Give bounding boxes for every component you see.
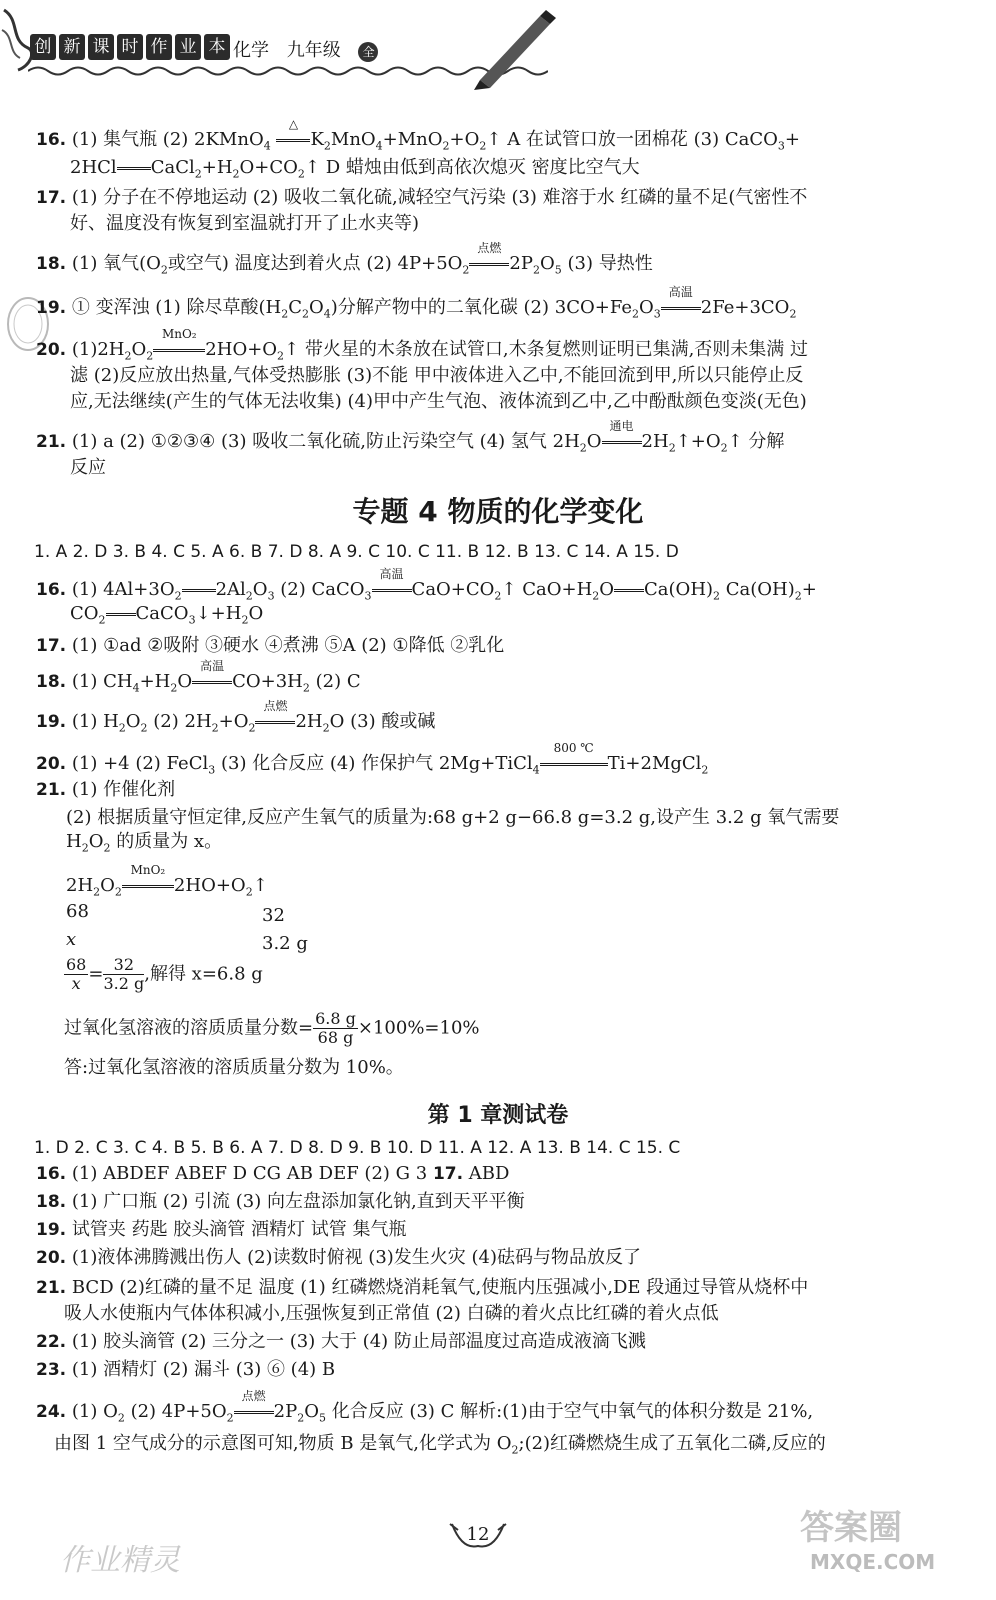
answer-20-cont [70, 364, 803, 388]
answer-text: CaO+CO [411, 579, 495, 600]
answer-text: ,解得 x=6.8 g [144, 963, 263, 985]
answer-text: 2P [509, 253, 533, 274]
answer-text: CO [70, 603, 99, 624]
answer-text: (1) a (2) ①②③④ (3) 吸收二氧化硫,防止污染空气 (4) 氢气 2H [71, 431, 580, 452]
c1-answer-21-cont: 吸人水使瓶内气体体积减小,压强恢复到正常值 (2) 白磷的着火点比红磷的着火点低 [64, 1303, 719, 1324]
condition-label: 通电 [609, 419, 634, 433]
grade-label: 九年级 [286, 40, 341, 61]
answer-text: O [304, 1401, 319, 1422]
reaction-arrow [602, 419, 642, 454]
answer-text: CaCO [135, 603, 189, 624]
mass-x: x [66, 929, 77, 950]
answer-text: O [586, 431, 602, 452]
answer-text: (1) ①ad ②吸附 ③硬水 ④煮沸 ⑤A (2) ①降低 ②乳化 [71, 635, 505, 656]
s4-answer-17 [36, 634, 504, 658]
answer-text: O [177, 671, 193, 692]
mass-32: 32 [262, 905, 285, 926]
s4-answer-19: 19. (1) $H_2O_2$ (2) $2H_2+O_2$ 点燃 $2H_2O$ (3) 酸或碱 [36, 710, 435, 741]
answer-text: ↑ 带火星的木条放在试管口,木条复燃则证明已集满,否则未集满 过 [284, 339, 809, 360]
answer-text: +MnO [382, 129, 443, 150]
question-number: 20. [36, 340, 67, 360]
subject-grade [233, 36, 390, 62]
answer-text: 2P [273, 1401, 298, 1422]
c1-answer-20 [36, 1246, 641, 1270]
condition-label: MnO₂ [130, 863, 166, 877]
mass-68: 68 [66, 901, 89, 922]
answer-20: 20. $(1)2H_2O_2$ MnO₂ $2HO+O_2↑$ 带火星的木条放在试管口,木条复燃则证明已集满,否则未集满 过 [36, 338, 808, 369]
answer-text: (1) 广口瓶 (2) 引流 (3) 向左盘添加氯化钠,直到天平平衡 [71, 1191, 525, 1212]
s4-answer-18: 18. (1) $CH_4+H_2O$ 高温 $CO+3H_2$ (2) C [36, 670, 361, 701]
condition-label: 点燃 [241, 1389, 266, 1403]
denominator: x [71, 974, 81, 993]
question-number: 23. [36, 1360, 67, 1380]
answer-text: 2H [205, 339, 233, 360]
answer-text: ① 变浑浊 (1) 除尽草酸(H [71, 297, 282, 318]
chapter-title: 第 1 章测试卷 [427, 1103, 569, 1128]
fraction [64, 956, 88, 993]
answer-text: (2) C [309, 671, 361, 692]
series-char: 作 [146, 34, 172, 60]
answer-text: ↑ A 在试管口放一团棉花 (3) CaCO [486, 129, 778, 150]
question-number: 18. [36, 1192, 67, 1212]
page-number-text: 12 [466, 1524, 490, 1545]
page-header [0, 0, 996, 90]
answer-text: (1) 分子在不停地运动 (2) 吸收二氧化硫,减轻空气污染 (3) 难溶于水 红磷的量不足(气密性不 [71, 187, 808, 208]
question-number: 21. [36, 432, 67, 452]
s4-answer-20: 20. (1) +4 (2) FeCl$_3$ (3) 化合反应 (4) 作保护气 2Mg+TiCl$_4$ 800 ℃ Ti+2MgCl$_2$ [36, 752, 708, 783]
answer-text: 化合反应 (3) C 解析:(1)由于空气中氧气的体积分数是 21%, [325, 1401, 814, 1422]
series-char: 本 [204, 34, 230, 60]
answer-text: +O [218, 711, 249, 732]
answer-text: Ti+2MgCl [607, 753, 702, 774]
answer-text: 2Al [215, 579, 246, 600]
c1-answer-24-cont: 由图 1 空气成分的示意图可知,物质 B 是氧气,化学式为 $O_2;(2)$红磷燃烧生成了五氧化二磷,反应的 [54, 1433, 826, 1457]
question-number: 17. [36, 636, 67, 656]
denominator: 3.2 g [103, 974, 145, 993]
answer-text: O [131, 339, 147, 360]
answer-text: 或空气) 温度达到着火点 (2) 4P+5O [167, 253, 463, 274]
answer-text: (3) 化合反应 (4) 作保护气 2Mg+TiCl [215, 753, 533, 774]
c1-answer-19 [36, 1218, 406, 1242]
reaction-equals [182, 578, 216, 602]
s4-answer-21 [36, 778, 175, 802]
reaction-equals [614, 578, 644, 602]
answer-text: (1) 作催化剂 [71, 779, 176, 800]
answer-text: 反应 [70, 457, 106, 478]
denominator: 68 g [317, 1028, 354, 1047]
series-char: 业 [175, 34, 201, 60]
answer-text: 2HCl [70, 157, 117, 178]
reaction-arrow [192, 659, 232, 694]
answer-text: Ca(OH) [720, 579, 795, 600]
answer-text: 2H [641, 431, 669, 452]
answer-text: 好、温度没有恢复到室温就打开了止水夹等) [70, 213, 420, 234]
c1-answer-18 [36, 1190, 525, 1214]
question-number: 16. [36, 130, 67, 150]
answer-21-cont [70, 456, 106, 480]
c1-answer-23 [36, 1358, 335, 1382]
c1-answer-22 [36, 1330, 646, 1354]
answer-text: 由图 1 空气成分的示意图可知,物质 B 是氧气,化学式为 O [54, 1433, 512, 1454]
answer-text: ↑ CaO+H [501, 579, 593, 600]
answer-text: ↓+H [195, 603, 242, 624]
answer-text: (2) 2H [147, 711, 212, 732]
subject-label: 化学 [233, 40, 269, 61]
question-number: 21. [36, 1278, 67, 1298]
question-number: 19. [36, 298, 67, 318]
answer-text: CO+3H [232, 671, 303, 692]
numerator: 6.8 g [315, 1009, 356, 1028]
answer-text: 试管夹 药匙 胶头滴管 酒精灯 试管 集气瓶 [71, 1219, 407, 1240]
condition-label: 高温 [379, 567, 404, 581]
answer-text: O [88, 831, 104, 852]
answer-18: 18. (1) 氧气($O_2$或空气) 温度达到着火点 (2) $4P+5O_2$ 点燃 $2P_2O_5$ (3) 导热性 [36, 252, 653, 283]
question-number: 19. [36, 1220, 67, 1240]
condition-label: 点燃 [477, 241, 502, 255]
question-number: 20. [36, 1248, 67, 1268]
answer-text: O [309, 297, 324, 318]
question-number: 17. [36, 188, 67, 208]
answer-text: (1)2H [71, 339, 125, 360]
c1-answer-21 [36, 1276, 808, 1300]
percent-calculation [64, 1010, 480, 1047]
answer-text: O+CO [239, 157, 298, 178]
question-number: 17. [432, 1164, 464, 1184]
answer-text: 2Fe+3CO [700, 297, 790, 318]
condition-label: 高温 [668, 285, 693, 299]
answer-text: (2) 4P+5O [124, 1401, 227, 1422]
reaction-arrow [469, 241, 509, 276]
answer-text: +H [139, 671, 171, 692]
section-title: 专题 4 物质的化学变化 [352, 495, 644, 528]
answer-text: ABD [468, 1163, 510, 1184]
s4-answer-21-b: (2) 根据质量守恒定律,反应产生氧气的质量为:68 g+2 g−66.8 g=3.2 g,设产生 3.2 g 氧气需要 [66, 807, 840, 828]
mass-3-2g: 3.2 g [262, 933, 308, 954]
condition-label: △ [288, 117, 299, 131]
question-number: 18. [36, 254, 67, 274]
answer-16: 16. (1) 集气瓶 (2) 2KMnO$_4$ △ $K_2MnO_4+MnO_2+O_2↑$ A 在试管口放一团棉花 (3) CaCO$_3$+ [36, 128, 800, 159]
reaction-arrow [234, 1389, 274, 1424]
answer-text: +O [449, 129, 480, 150]
series-char: 时 [117, 34, 143, 60]
answer-text: ×100%=10% [357, 1017, 480, 1039]
question-number: 16. [36, 1164, 67, 1184]
answer-text: H [66, 831, 82, 852]
answer-text: (1)液体沸腾溅出伤人 (2)读数时俯视 (3)发生火灾 (4)砝码与物品放反了 [71, 1247, 642, 1268]
reaction-arrow [122, 863, 174, 898]
chapter1-mc-answers: 1. D 2. C 3. C 4. B 5. B 6. A 7. D 8. D 9. B 10. D 11. A 12. A 13. B 14. C 15. C [34, 1138, 681, 1158]
answer-text: (1) CH [71, 671, 133, 692]
fraction [103, 956, 144, 993]
page-number [448, 1520, 508, 1550]
answer-text: ;(2)红磷燃烧生成了五氧化二磷,反应的 [518, 1433, 826, 1454]
condition-label: 点燃 [263, 699, 288, 713]
answer-17-cont [70, 212, 419, 236]
answer-text: (1) H [71, 711, 119, 732]
final-answer: 答:过氧化氢溶液的溶质质量分数为 10%。 [64, 1057, 404, 1078]
decomposition-equation: $2H_2O_2$ MnO₂ $2HO+O_2↑$ [66, 874, 268, 905]
answer-text: 滤 (2)反应放出热量,气体受热膨胀 (3)不能 甲中液体进入乙中,不能回流到甲,所以只能停止反 [70, 365, 804, 386]
numerator: 68 [66, 955, 87, 974]
answer-20-cont2 [70, 390, 807, 414]
question-number: 19. [36, 712, 67, 732]
question-number: 24. [36, 1402, 67, 1422]
question-number: 18. [36, 672, 67, 692]
question-number: 16. [36, 580, 67, 600]
question-number: 21. [36, 780, 67, 800]
fraction [313, 1010, 358, 1047]
answer-text: C [288, 297, 303, 318]
answer-text: O [125, 711, 141, 732]
answer-text: O (3) 酸或碱 [329, 711, 436, 732]
numerator: 32 [103, 956, 144, 975]
answer-text: 应,无法继续(产生的气体无法收集) (4)甲中产生气泡、液体流到乙中,乙中酚酞颜色变淡(无色) [70, 391, 807, 412]
condition-label: MnO₂ [161, 327, 197, 341]
section4-mc-answers: 1. A 2. D 3. B 4. C 5. A 6. B 7. D 8. A 9. C 10. C 11. B 12. B 13. C 14. A 15. D [34, 542, 679, 562]
answer-text: (1) ABDEF ABEF D CG AB DEF (2) G 3 [71, 1163, 428, 1184]
answer-text: 2H [66, 875, 94, 896]
answer-text: (1) 胶头滴管 (2) 三分之一 (3) 大于 (4) 防止局部温度过高造成液滴飞溅 [71, 1331, 646, 1352]
s4-answer-16-cont: $CO_2$ $CaCO_3↓+H_2O$ [70, 603, 264, 627]
answer-text: ↑+O [675, 431, 721, 452]
c1-answer-24: 24. (1) $O_2$ (2) $4P+5O_2$ 点燃 $2P_2O_5$ 化合反应 (3) C 解析:(1)由于空气中氧气的体积分数是 21%, [36, 1400, 813, 1431]
series-char: 新 [59, 34, 85, 60]
answer-text: O+O [201, 875, 246, 896]
answer-text: ↑ D 蜡烛由低到高依次熄灭 密度比空气大 [304, 157, 640, 178]
answer-text: Ca(OH) [644, 579, 714, 600]
answer-text: (1) 集气瓶 (2) 2KMnO [71, 129, 264, 150]
answer-text: (1) 4Al+3O [71, 579, 175, 600]
answer-21: 21. (1) a (2) ①②③④ (3) 吸收二氧化硫,防止污染空气 (4) 氢气 $2H_2O$ 通电 $2H_2↑+O_2↑$ 分解 [36, 430, 784, 461]
watermark-right [800, 1500, 970, 1580]
watermark-url: MXQE.COM [810, 1550, 936, 1574]
answer-text: +H [201, 157, 233, 178]
s4-answer-21-c: $H_2O_2$ 的质量为 x。 [66, 831, 223, 855]
s4-answer-16: 16. (1) $4Al+3O_2$ $2Al_2O_3$ (2) CaCO$_3$ 高温 $CaO+CO_2↑$ $CaO+H_2O$ $Ca(OH)_2$ $Ca(OH)_2+$ [36, 578, 817, 609]
reaction-equals [117, 156, 151, 180]
answer-text: (1) +4 (2) FeCl [71, 753, 209, 774]
series-char: 课 [88, 34, 114, 60]
question-number: 22. [36, 1332, 67, 1352]
answer-text: (1) 酒精灯 (2) 漏斗 (3) ⑥ (4) B [71, 1359, 336, 1380]
answer-text: 的质量为 x。 [110, 831, 223, 852]
answer-text: (2) CaCO [274, 579, 365, 600]
reaction-equals [106, 602, 136, 626]
answer-text: )分解产物中的二氧化碳 (2) 3CO+Fe [330, 297, 632, 318]
answer-text: O [100, 875, 115, 896]
answer-text: ↑ 分解 [727, 431, 785, 452]
answer-text: 2H [173, 875, 202, 896]
answer-text: (3) 导热性 [561, 253, 653, 274]
reaction-arrow [661, 285, 701, 320]
pen-icon [470, 2, 560, 92]
answer-text: MnO [330, 129, 376, 150]
reaction-arrow [276, 117, 310, 152]
grade-mark: 全 [358, 42, 378, 62]
proportion: $\frac{68}{x}$ = $\frac{32}{3.2 g}$ ,解得 x=6.8 g [66, 955, 263, 993]
answer-text: 2H [295, 711, 323, 732]
answer-text: O [252, 579, 268, 600]
series-title [30, 34, 230, 60]
reaction-arrow [153, 327, 205, 362]
answer-text: (1) 氧气(O [71, 253, 161, 274]
answer-text: ↑ [252, 875, 268, 896]
reaction-arrow [540, 741, 608, 776]
answer-16-cont: 2HCl $CaCl_2+H_2O+CO_2↑$ D 蜡烛由低到高依次熄灭 密度比空气大 [70, 157, 640, 181]
answer-text: K [310, 129, 324, 150]
answer-text: (1) O [71, 1401, 118, 1422]
condition-label: 高温 [200, 659, 225, 673]
answer-text: CaCl [150, 157, 195, 178]
c1-answer-16-17 [36, 1162, 509, 1186]
question-number: 20. [36, 754, 67, 774]
answer-text: + [784, 129, 800, 150]
watermark-text: 答案圈 [800, 1508, 902, 1548]
answer-text: BCD (2)红磷的量不足 温度 (1) 红磷燃烧消耗氧气,使瓶内压强减小,DE 段通过导管从烧杯中 [71, 1277, 809, 1298]
condition-label: 800 ℃ [553, 741, 594, 755]
reaction-arrow [255, 699, 295, 734]
watermark-left: 作业精灵 [60, 1543, 180, 1578]
series-char: 创 [30, 34, 56, 60]
answer-text: 过氧化氢溶液的溶质质量分数= [64, 1017, 314, 1039]
answer-text: O [599, 579, 615, 600]
answer-text: O+O [232, 339, 278, 360]
answer-text: O [539, 253, 555, 274]
answer-text: + [801, 579, 817, 600]
reaction-arrow [372, 567, 412, 602]
answer-text: O [638, 297, 654, 318]
answer-17 [36, 186, 807, 210]
answer-19: 19. ① 变浑浊 (1) 除尽草酸$(H_2C_2O_4)$分解产物中的二氧化碳 (2) $3CO+Fe_2O_3$ 高温 $2Fe+3CO_2$ [36, 296, 796, 327]
answer-text: O [248, 603, 264, 624]
